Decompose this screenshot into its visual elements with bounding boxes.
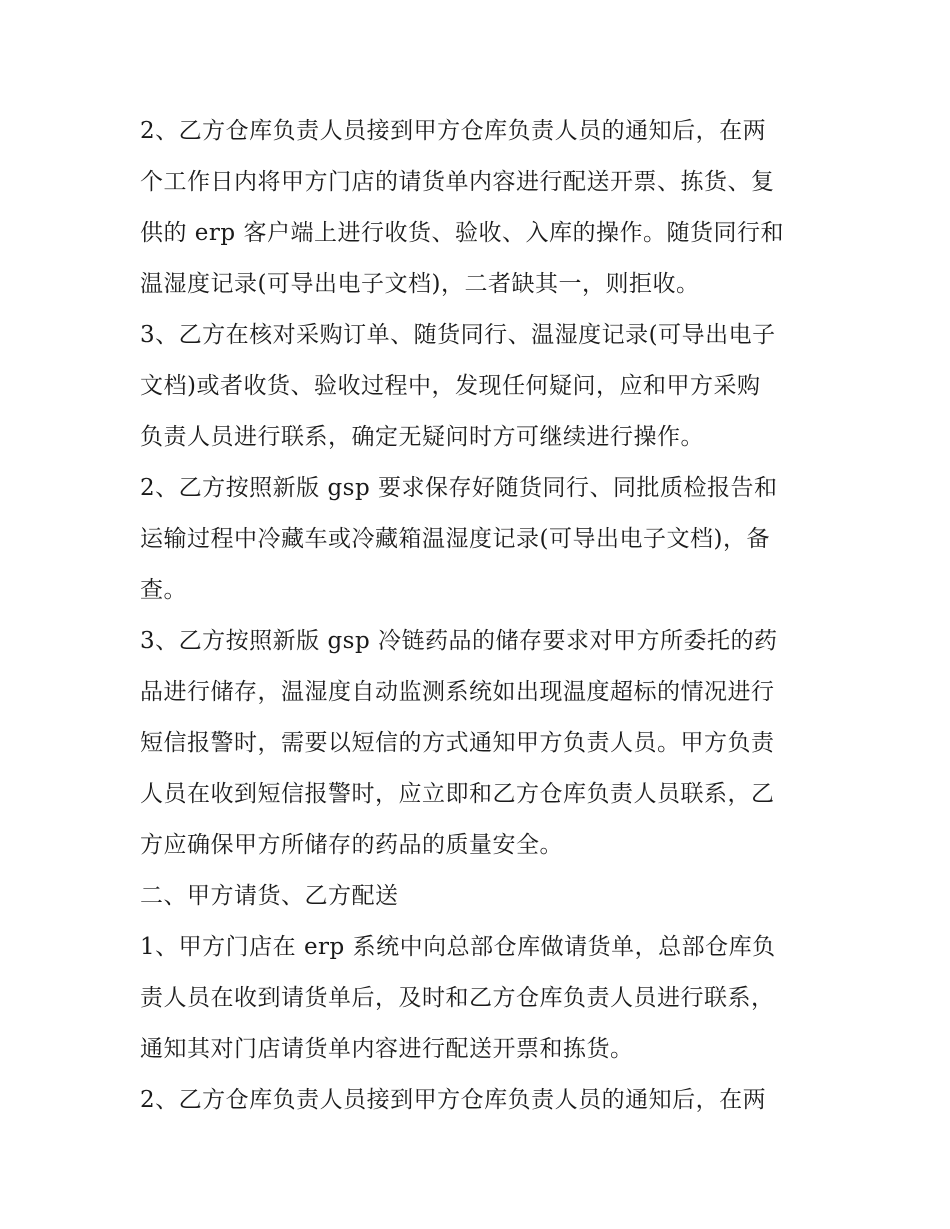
text-line: 3、乙方在核对采购订单、随货同行、温湿度记录(可导出电子 [140,322,776,348]
text-line: 供的 erp 客户端上进行收货、验收、入库的操作。随货同行和 [140,220,784,246]
paragraph-verification [140,310,820,463]
paragraph-warehouse-notice [140,1075,820,1126]
text-line: 运输过程中冷藏车或冷藏箱温湿度记录(可导出电子文档)，备 [140,526,770,552]
section-heading [140,871,820,922]
text-line: 2、乙方仓库负责人员接到甲方仓库负责人员的通知后，在两 [140,118,767,144]
text-line: 品进行储存，温湿度自动监测系统如出现温度超标的情况进行 [140,679,775,705]
text-line: 文档)或者收货、验收过程中，发现任何疑问，应和甲方采购 [140,373,761,399]
text-line: 2、乙方按照新版 gsp 要求保存好随货同行、同批质检报告和 [140,475,778,501]
text-line: 3、乙方按照新版 gsp 冷链药品的储存要求对甲方所委托的药 [140,628,778,654]
text-line: 责人员在收到请货单后，及时和乙方仓库负责人员进行联系， [140,985,775,1011]
paragraph-record-keeping [140,463,820,616]
text-line: 温湿度记录(可导出电子文档)，二者缺其一，则拒收。 [140,271,700,297]
paragraph-cold-chain-storage [140,616,820,871]
text-line: 二、甲方请货、乙方配送 [140,883,399,909]
text-line: 人员在收到短信报警时，应立即和乙方仓库负责人员联系，乙 [140,781,775,807]
text-line: 个工作日内将甲方门店的请货单内容进行配送开票、拣货、复 [140,169,775,195]
paragraph-receiving-operation [140,106,820,310]
text-line: 负责人员进行联系，确定无疑问时方可继续进行操作。 [140,424,704,450]
text-line: 通知其对门店请货单内容进行配送开票和拣货。 [140,1036,634,1062]
document-body [140,106,820,1126]
text-line: 方应确保甲方所储存的药品的质量安全。 [140,832,563,858]
paragraph-store-request [140,922,820,1075]
text-line: 2、乙方仓库负责人员接到甲方仓库负责人员的通知后，在两 [140,1087,767,1113]
text-line: 查。 [140,577,187,603]
text-line: 短信报警时，需要以短信的方式通知甲方负责人员。甲方负责 [140,730,775,756]
text-line: 1、甲方门店在 erp 系统中向总部仓库做请货单，总部仓库负 [140,934,776,960]
